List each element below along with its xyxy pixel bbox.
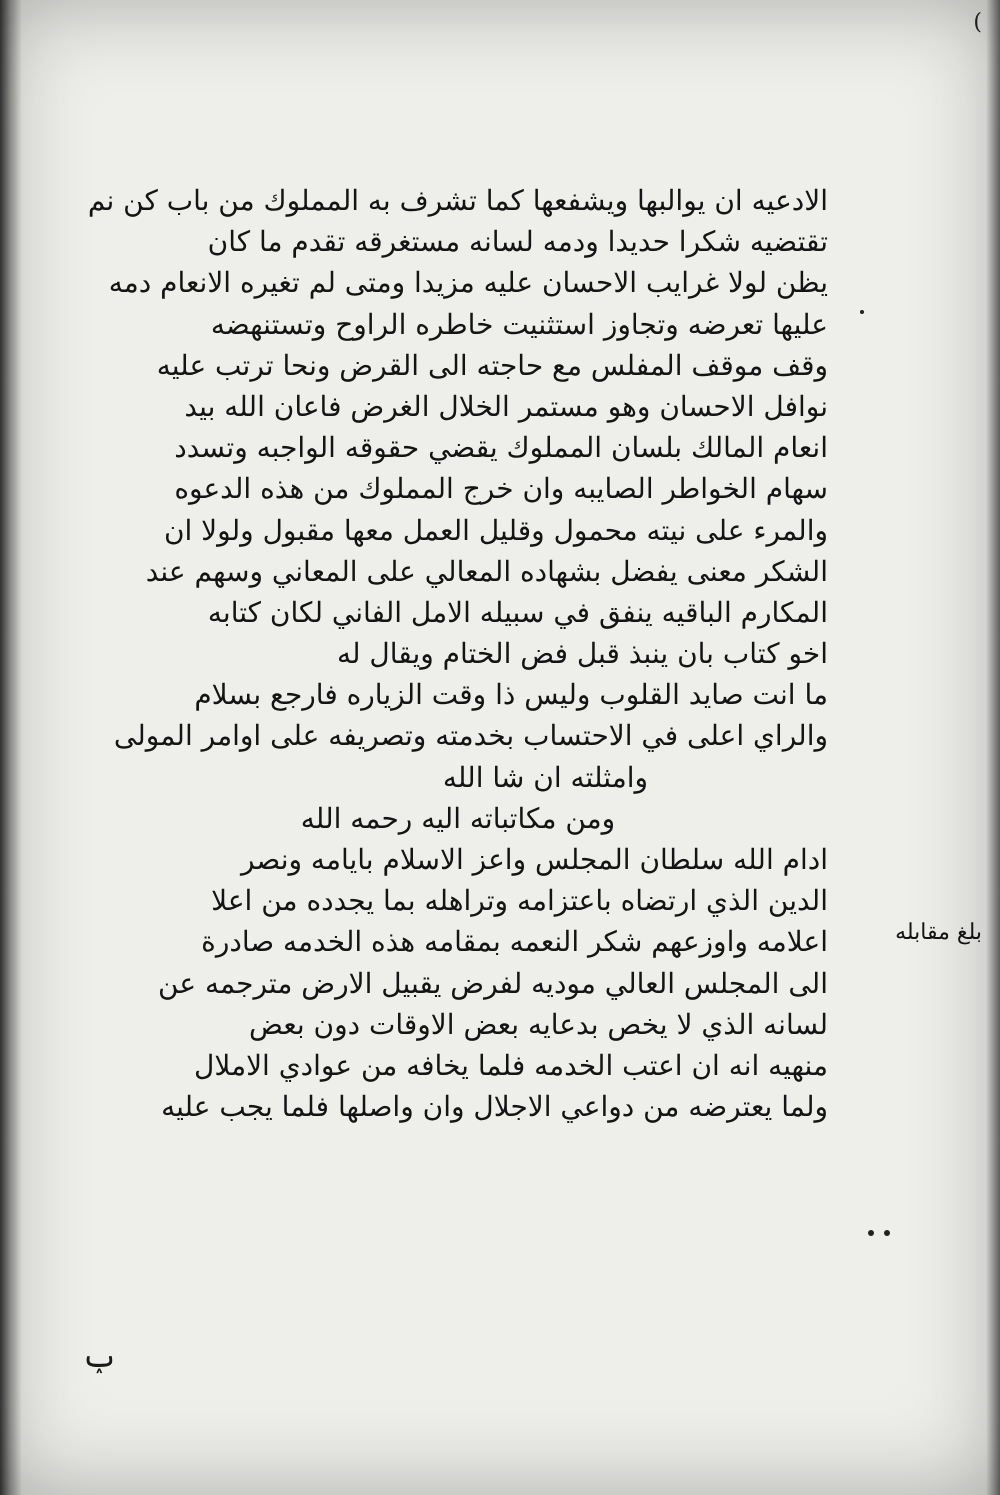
- text-line-17: ادام الله سلطان المجلس واعز الاسلام بايامه ونصر: [240, 843, 828, 876]
- text-line-20: الى المجلس العالي موديه لفرض يقبيل الارض مترجمه عن: [158, 966, 828, 1000]
- margin-dot: [884, 1230, 890, 1236]
- text-line-8: سهام الخواطر الصايبه وان خرج المملوك من هذه الدعوه: [174, 472, 828, 506]
- text-line-1: الادعيه ان يوالبها ويشفعها كما تشرف به المملوك من باب كن نم: [88, 184, 828, 217]
- text-line-12: اخو كتاب بان ينبذ قبل فض الختام ويقال له: [336, 637, 828, 671]
- text-line-15: وامثلته ان شا الله: [442, 760, 648, 794]
- text-line-18: الدين الذي ارتضاه باعتزامه وتراهله بما يجدده من اعلا: [211, 884, 828, 918]
- text-line-6: نوافل الاحسان وهو مستمر الخلال الغرض فاعان الله بيد: [184, 389, 828, 423]
- binding-edge-shadow: [0, 0, 22, 1495]
- text-line-7: انعام المالك بلسان المملوك يقضي حقوقه الواجبه وتسدد: [174, 431, 828, 465]
- text-line-10: الشكر معنى يفضل بشهاده المعالي على المعاني وسهم عند: [145, 554, 828, 588]
- text-line-13: ما انت صايد القلوب وليس ذا وقت الزياره فارجع بسلام: [194, 678, 828, 712]
- text-line-3: يظن لولا غرايب الاحسان عليه مزيدا ومتى لم تغيره الانعام دمه: [108, 266, 828, 300]
- margin-dot: [868, 1230, 874, 1236]
- text-line-2: تقتضيه شكرا حديدا ودمه لسانه مستغرقه تقدم ما كان: [207, 225, 828, 259]
- section-heading: ومن مكاتباته اليه رحمه الله: [300, 801, 616, 835]
- margin-dot: [860, 310, 864, 314]
- text-line-21: لسانه الذي لا يخص بدعايه بعض الاوقات دون بعض: [249, 1007, 828, 1041]
- text-line-22: منهيه انه ان اعتب الخدمه فلما يخافه من عوادي الاملال: [194, 1048, 828, 1082]
- text-line-19: اعلامه واوزعهم شكر النعمه بمقامه هذه الخدمه صادرة: [201, 925, 828, 959]
- text-line-14: والراي اعلى في الاحتساب بخدمته وتصريفه على اوامر المولى: [113, 719, 828, 753]
- margin-note-collation: بلغ مقابله: [895, 920, 982, 945]
- page-edge-shadow: [986, 0, 1000, 1495]
- text-line-9: والمرء على نيته محمول وقليل العمل معها مقبول ولولا ان: [163, 513, 828, 547]
- text-line-23: ولما يعترضه من دواعي الاجلال وان واصلها فلما يجب عليه: [161, 1090, 828, 1124]
- manuscript-text-block: [88, 180, 828, 1127]
- text-line-4: عليها تعرضه وتجاوز استثنيت خاطره الراوح وتستنهضه: [210, 307, 828, 341]
- text-line-11: المكارم الباقيه ينفق في سبيله الامل الفاني لكان كتابه: [207, 595, 828, 629]
- text-line-5: وقف موقف المفلس مع حاجته الى القرض ونحا ترتب عليه: [156, 348, 828, 382]
- corner-mark: (: [973, 10, 982, 35]
- page-number-mark: ݕ: [82, 1340, 118, 1375]
